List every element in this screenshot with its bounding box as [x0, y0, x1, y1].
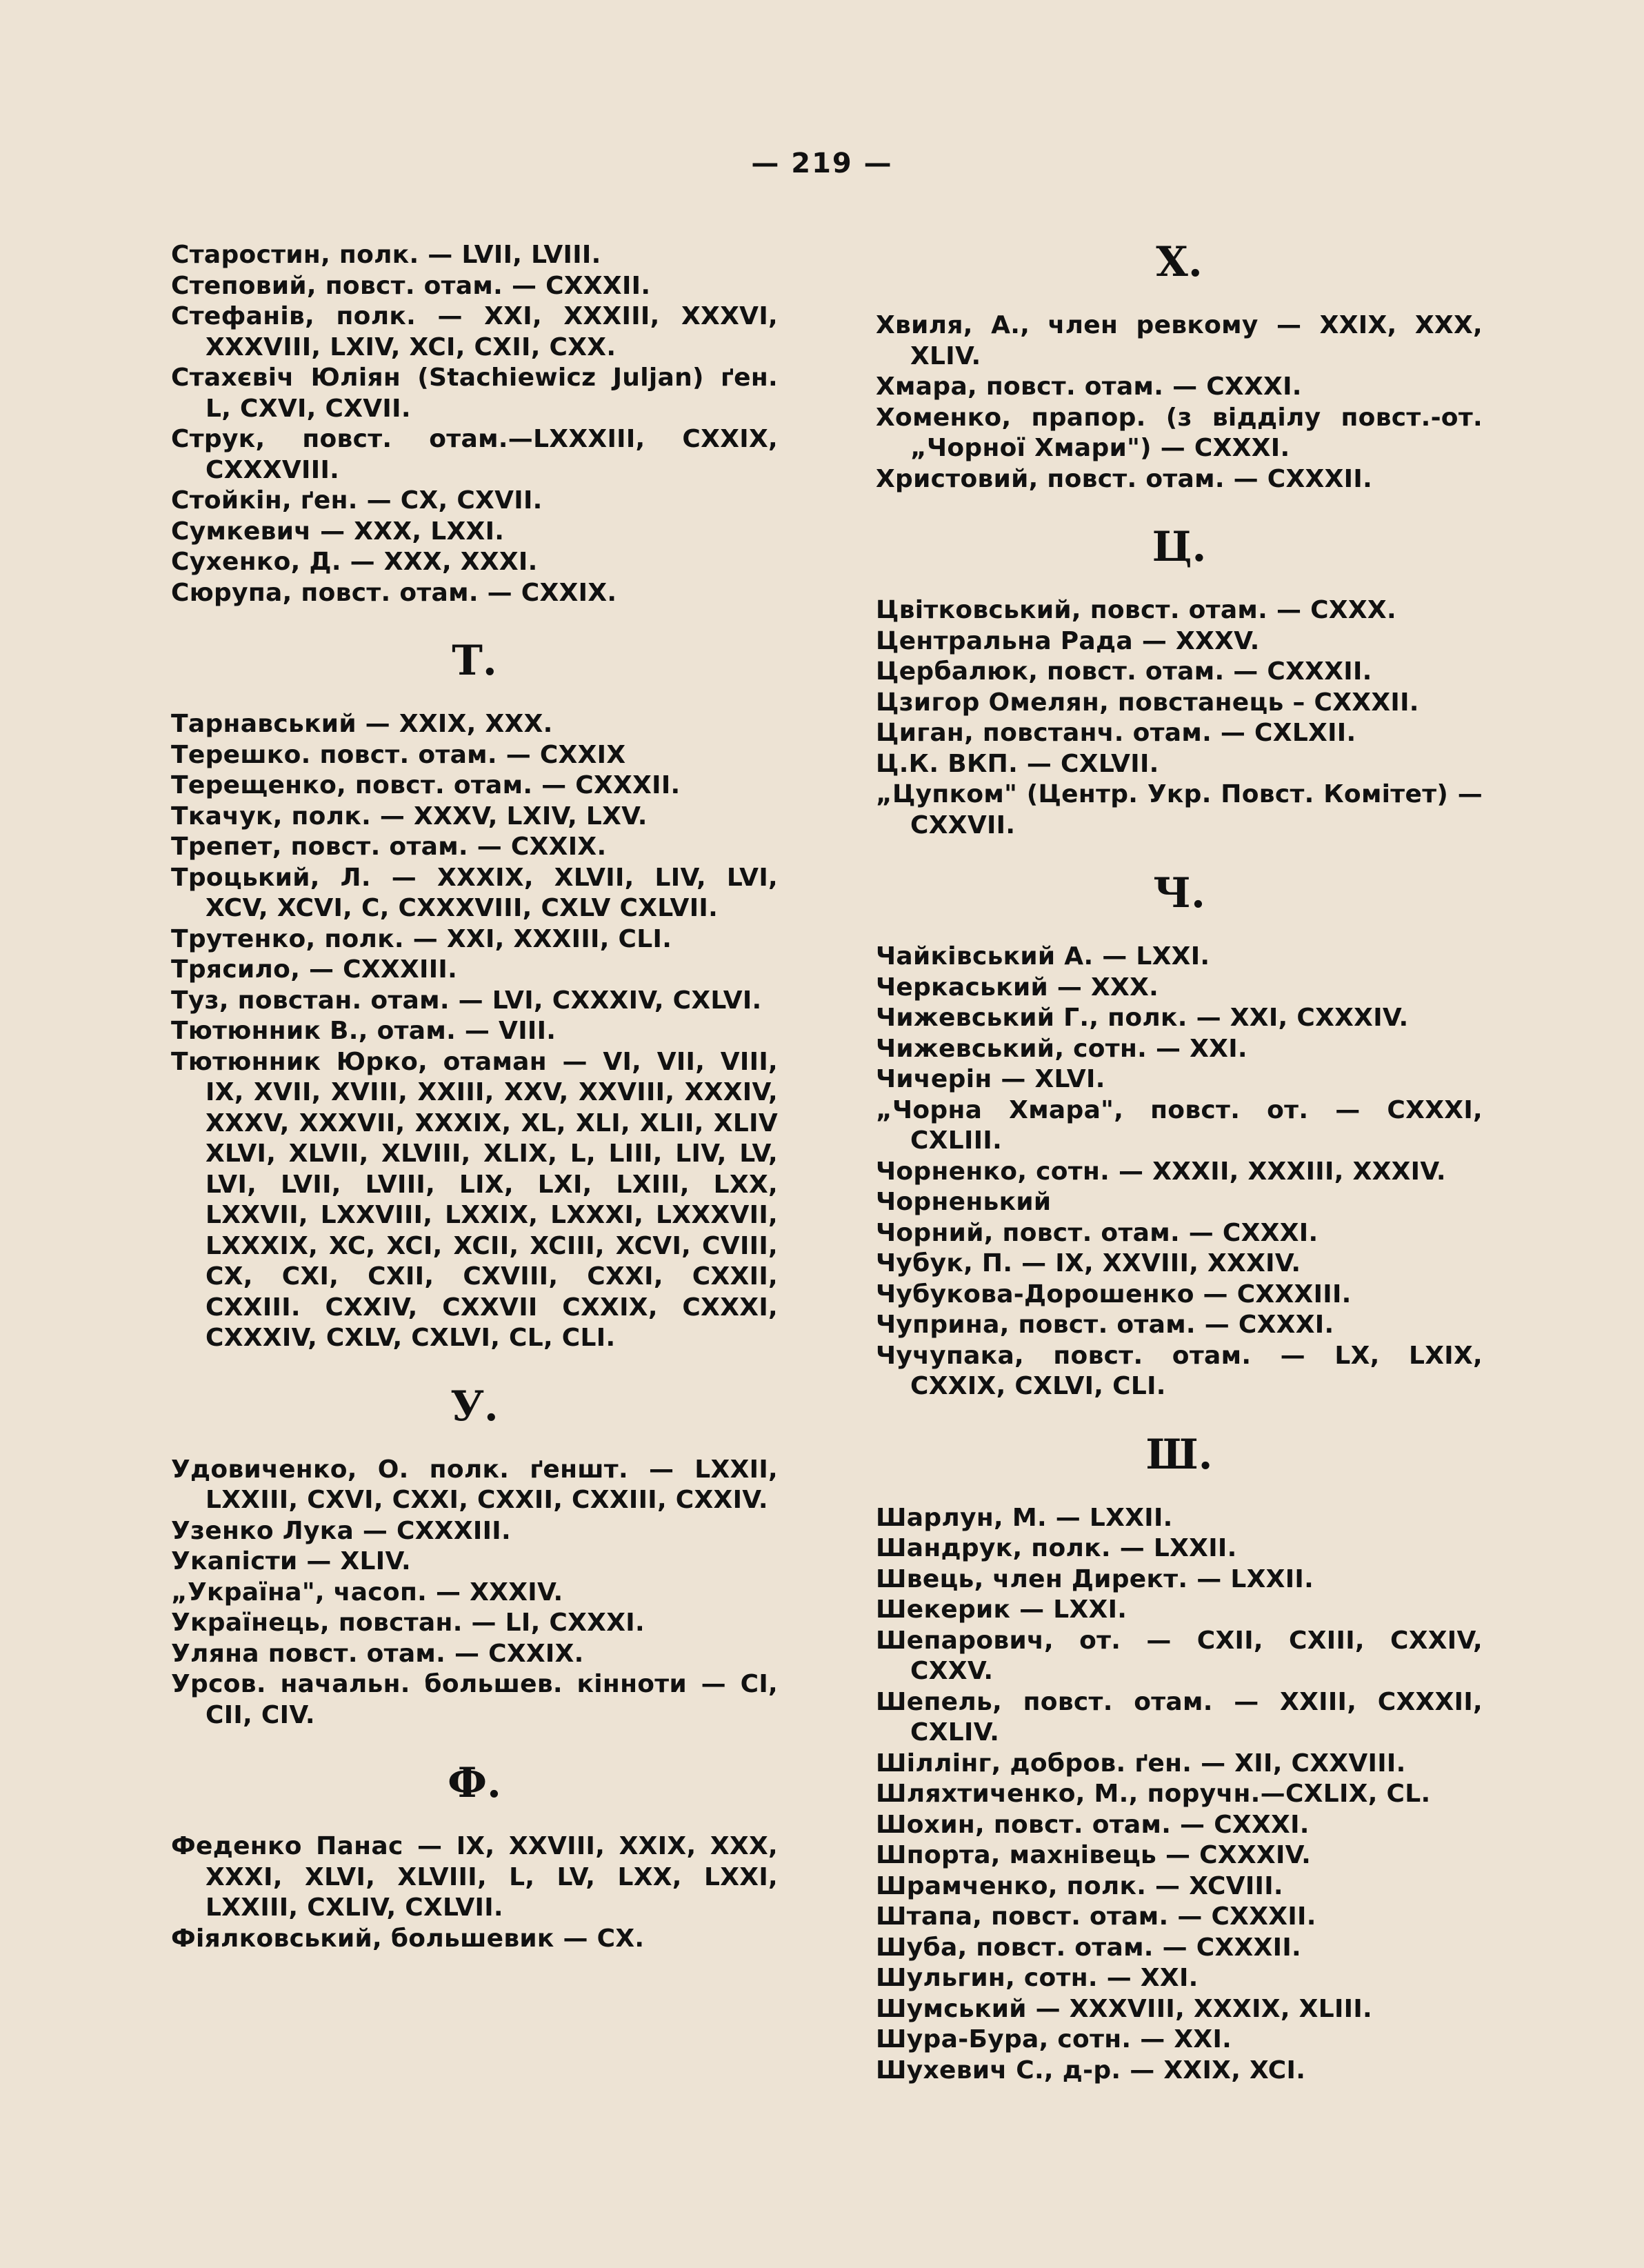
- index-entry: „Україна", часоп. — XXXIV.: [171, 1578, 563, 1606]
- index-entry: Струк, повст. отам.—LXXXIII, CXXIX, CXXXVIII.: [171, 425, 778, 484]
- index-entry: Українець, повстан. — LI, CXXXI.: [171, 1609, 645, 1637]
- index-entry: Черкаський — XXX.: [876, 973, 1159, 1002]
- index-entry: Шепарович, от. — CXII, CXIII, CXXIV, CXXV.: [876, 1626, 1483, 1685]
- section-letter-heading: У.: [450, 1382, 499, 1431]
- index-entry: Чучупака, повст. отам. — LX, LXIX, CXXIX, CXLVI, CLI.: [876, 1341, 1483, 1400]
- index-entry: Швець, член Директ. — LXXII.: [876, 1564, 1314, 1593]
- index-entry: Шрамченко, полк. — XCVIII.: [876, 1871, 1283, 1900]
- section-letter-heading: Ф.: [448, 1759, 501, 1807]
- index-entry: Удовиченко, О. полк. ґеншт. — LXXII, LXXIII, CXVI, CXXI, CXXII, CXXIII, CXXIV.: [171, 1455, 778, 1514]
- index-entry: „Чорна Хмара", повст. от. — CXXXI, CXLIII.: [876, 1095, 1483, 1155]
- index-entry: Сумкевич — XXX, LXXI.: [171, 517, 505, 546]
- index-entry: Чорненко, сотн. — XXXII, XXXIII, XXXIV.: [876, 1157, 1446, 1186]
- index-entry: Тютюнник В., отам. — VIII.: [171, 1017, 557, 1045]
- index-entry: Трутенко, полк. — XXI, XXXIII, CLI.: [171, 924, 672, 953]
- index-entry: Чижевський Г., полк. — XXI, CXXXIV.: [876, 1004, 1409, 1032]
- index-entry: Хмара, повст. отам. — CXXXI.: [876, 372, 1302, 401]
- index-entry: Шпорта, махнівець — CXXXIV.: [876, 1841, 1312, 1869]
- index-entry: Стахєвіч Юліян (Stachiewicz Juljan) ґен. L, CXVI, CXVII.: [171, 364, 778, 423]
- index-entry: Тарнавський — XXIX, XXX.: [171, 710, 553, 738]
- index-entry: Чайківський А. — LXXI.: [876, 942, 1210, 971]
- index-entry: Чубукова-Дорошенко — CXXXIII.: [876, 1280, 1352, 1309]
- index-entry: Штапа, повст. отам. — CXXXII.: [876, 1902, 1316, 1931]
- index-entry: Старостин, полк. — LVII, LVIII.: [171, 241, 601, 269]
- section-letter-heading: Ч.: [1153, 869, 1205, 917]
- index-entry: Чичерін — XLVI.: [876, 1065, 1105, 1093]
- index-entry: Шохин, повст. отам. — CXXXI.: [876, 1810, 1310, 1839]
- index-entry: Терешко. повст. отам. — CXXIX: [171, 740, 626, 769]
- index-entry: Терещенко, повст. отам. — CXXXII.: [171, 771, 681, 799]
- index-entry: Циган, повстанч. отам. — CXLXII.: [876, 719, 1356, 747]
- section-letter-heading: Ц.: [1152, 523, 1207, 571]
- index-entry: Феденко Панас — IX, XXVIII, XXIX, XXX, XXXI, XLVI, XLVIII, L, LV, LXX, LXXI, LXXIII, CXLIV, CXLVII.: [171, 1832, 778, 1922]
- index-entry: Шарлун, М. — LXXII.: [876, 1503, 1173, 1532]
- index-entry: Степовий, повст. отам. — CXXXII.: [171, 271, 651, 300]
- index-entry: „Цупком" (Центр. Укр. Повст. Комітет) — CXXVII.: [876, 780, 1483, 839]
- section-letter-heading: Ш.: [1145, 1430, 1213, 1479]
- index-column-left: [171, 240, 778, 1954]
- index-entry: Тютюнник Юрко, отаман — VI, VII, VIII, IX, XVII, XVIII, XXIII, XXV, XXVIII, XXXIV, XXXV, XXXVII, XXXIX, XL, XLI, XLII, XLIV XLVI, XLVII, XLVIII, XLIX, L, LIII, LIV, LV, LVI, LVII, LVIII, LIX, LXI, LXIII, LXX, LXXVII, LXXVIII, LXXIX, LXXXI, LXXXVII, LXXXIX, XC, XCI, XCII, XCIII, XCVI, CVIII, CX, CXI, CXII, CXVIII, CXXI, CXXII, CXXIII. CXXIV, CXXVII CXXIX, CXXXI, CXXXIV, CXLV, CXLVI, CL, CLI.: [171, 1047, 778, 1352]
- index-entry: Чорний, повст. отам. — CXXXI.: [876, 1218, 1319, 1247]
- index-entry: Шляхтиченко, М., поручн.—CXLIX, CL.: [876, 1780, 1431, 1808]
- index-entry: Цербалюк, повст. отам. — CXXXII.: [876, 657, 1372, 686]
- index-entry: Стефанів, полк. — XXI, XXXIII, XXXVI, XXXVIII, LXIV, XCI, CXII, CXX.: [171, 302, 778, 361]
- index-entry: Укапісти — XLIV.: [171, 1547, 411, 1575]
- index-entry: Чорненький: [876, 1188, 1052, 1216]
- index-entry: Шухевич С., д-р. — XXIX, XCI.: [876, 2056, 1306, 2085]
- index-entry: Чубук, П. — IX, XXVIII, XXXIV.: [876, 1249, 1301, 1277]
- index-entry: Узенко Лука — CXXXIII.: [171, 1516, 511, 1545]
- index-entry: Хвиля, А., член ревкому — XXIX, XXX, XLIV.: [876, 311, 1483, 370]
- index-entry: Шульгин, сотн. — XXI.: [876, 1964, 1199, 1992]
- index-entry: Хоменко, прапор. (з відділу повст.-от. „Чорної Хмари") — CXXXI.: [876, 403, 1483, 462]
- index-entry: Цвітковський, повст. отам. — CXXX.: [876, 596, 1396, 624]
- index-entry: Шандрук, полк. — LXXII.: [876, 1534, 1237, 1562]
- index-entry: Фіялковський, большевик — CX.: [171, 1924, 645, 1953]
- index-entry: Шура-Бура, сотн. — XXI.: [876, 2025, 1232, 2053]
- index-entry: Шіллінг, добров. ґен. — XII, CXXVIII.: [876, 1749, 1406, 1778]
- index-column-right: [876, 240, 1483, 2086]
- index-entry: Чижевський, сотн. — XXI.: [876, 1034, 1247, 1063]
- index-entry: Шекерик — LXXI.: [876, 1595, 1127, 1624]
- index-entry: Христовий, повст. отам. — CXXXII.: [876, 464, 1373, 493]
- index-entry: Шумський — XXXVIII, XXXIX, XLIII.: [876, 1994, 1373, 2023]
- section-letter-heading: Т.: [452, 637, 497, 685]
- section-letter-heading: Х.: [1156, 238, 1203, 286]
- index-entry: Туз, повстан. отам. — LVI, CXXXIV, CXLVI.: [171, 986, 762, 1015]
- index-entry: Троцький, Л. — XXXIX, XLVII, LIV, LVI, XCV, XCVI, C, CXXXVIII, CXLV CXLVII.: [171, 863, 778, 922]
- index-entry: Трепет, повст. отам. — CXXIX.: [171, 833, 607, 861]
- index-entry: Центральна Рада — XXXV.: [876, 626, 1260, 655]
- page-number: — 219 —: [751, 148, 893, 179]
- index-entry: Шуба, повст. отам. — CXXXII.: [876, 1933, 1301, 1962]
- index-entry: Стойкін, ґен. — CX, CXVII.: [171, 486, 543, 515]
- index-entry: Уляна повст. отам. — CXXIX.: [171, 1639, 584, 1668]
- index-entry: Цзигор Омелян, повстанець – CXXXII.: [876, 688, 1419, 717]
- index-entry: Шепель, повст. отам. — XXIII, CXXXII, CXLIV.: [876, 1687, 1483, 1747]
- index-entry: Ц.К. ВКП. — CXLVII.: [876, 749, 1159, 778]
- index-entry: Урсов. начальн. большев. кінноти — CI, CII, CIV.: [171, 1670, 778, 1729]
- index-entry: Ткачук, полк. — XXXV, LXIV, LXV.: [171, 802, 648, 830]
- index-entry: Сюрупа, повст. отам. — CXXIX.: [171, 578, 617, 607]
- index-entry: Сухенко, Д. — XXX, XXXI.: [171, 548, 538, 576]
- index-entry: Чуприна, повст. отам. — CXXXI.: [876, 1311, 1334, 1339]
- index-entry: Трясило, — CXXXIII.: [171, 955, 458, 984]
